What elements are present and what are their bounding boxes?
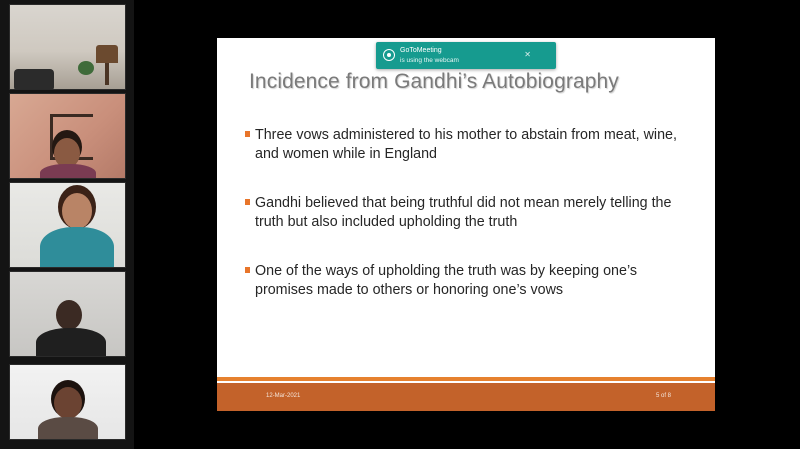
presentation-slide (217, 38, 715, 411)
plant (78, 61, 94, 75)
footer-accent-line (217, 377, 715, 381)
participant-video-1[interactable] (9, 4, 126, 90)
webcam-notification[interactable] (376, 42, 556, 69)
participant-body (38, 417, 98, 440)
slide-footer (217, 383, 715, 411)
chair (14, 69, 54, 90)
bullet-marker-icon (245, 131, 250, 137)
participant-body (40, 164, 96, 179)
bullet-item (245, 262, 695, 300)
notification-subtitle: is using the webcam (400, 57, 459, 64)
participant-body (36, 328, 106, 357)
bullet-marker-icon (245, 267, 250, 273)
participant-head (62, 193, 92, 229)
participant-head (56, 300, 82, 330)
slide-date: 12-Mar-2021 (266, 393, 301, 399)
participant-video-3[interactable] (9, 182, 126, 268)
slide-title: Incidence from Gandhi’s Autobiography (249, 70, 619, 93)
participant-body (40, 227, 114, 268)
slide-page-number: 5 of 8 (655, 393, 671, 399)
bullet-text: One of the ways of upholding the truth was by keeping one’s promises made to others or honoring one’s vows (255, 263, 638, 298)
participant-video-4[interactable] (9, 271, 126, 357)
webcam-icon (383, 49, 395, 61)
notification-title: GoToMeeting (400, 47, 442, 54)
participant-video-5[interactable] (9, 364, 126, 440)
bullet-marker-icon (245, 199, 250, 205)
bullet-item (245, 126, 695, 164)
bullet-item (245, 194, 695, 232)
bullet-text: Three vows administered to his mother to abstain from meat, wine, and women while in England (255, 127, 677, 162)
close-icon[interactable]: ✕ (524, 50, 531, 59)
participant-head (54, 387, 82, 419)
lamp-stand (105, 63, 109, 85)
participant-strip (0, 0, 134, 449)
bullet-text: Gandhi believed that being truthful did not mean merely telling the truth but also included upholding the truth (255, 195, 672, 230)
bullet-list (245, 126, 695, 330)
lamp-shade (96, 45, 118, 63)
participant-video-2[interactable] (9, 93, 126, 179)
